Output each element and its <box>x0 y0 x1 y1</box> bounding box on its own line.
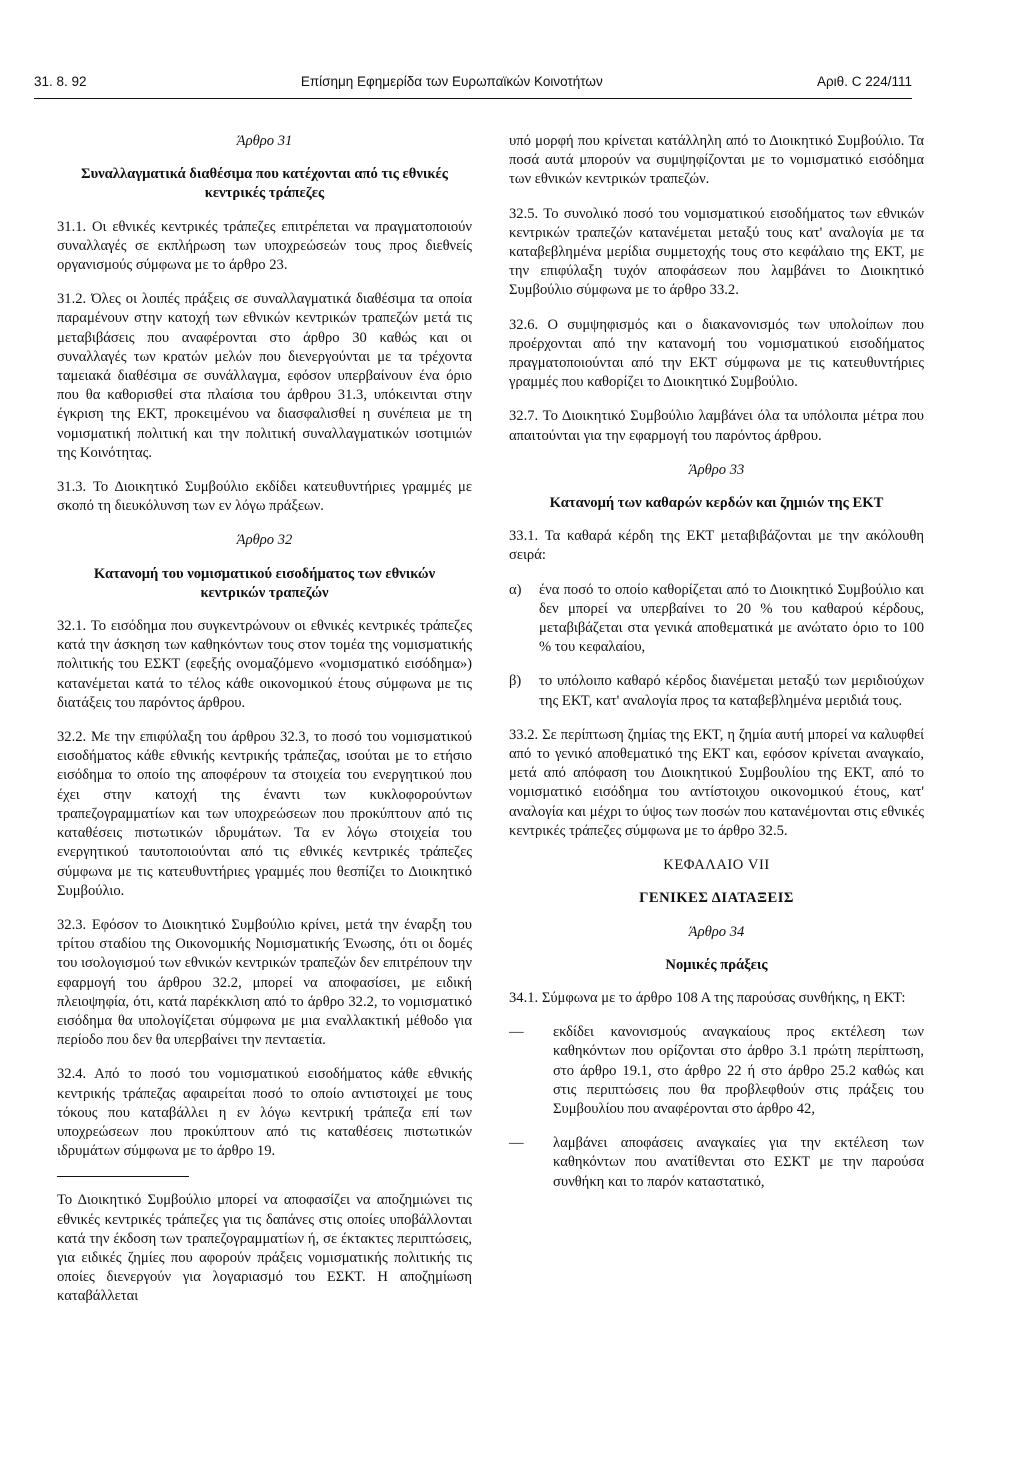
left-column <box>57 132 472 1322</box>
paragraph-32-4-continued: Το Διοικητικό Συμβούλιο μπορεί να αποφασίζει να αποζημιώνει τις εθνικές κεντρικές τράπεζες για τις δαπάνες στις οποίες υποβάλλονται κατά την έκδοση των τραπεζογραμματίων ή, σε έκτακτες περιπτώσεις, για ειδικές ζημίες που αφορούν πράξεις νομισματικής πολιτικής τις οποίες διενεργούν για λογαριασμό του ΕΣΚΤ. Η αποζημίωση καταβάλλεται <box>57 1192 472 1305</box>
paragraph-31-3: 31.3. Το Διοικητικό Συμβούλιο εκδίδει κατευθυντήριες γραμμές με σκοπό τη διευκόλυνση των εν λόγω πράξεων. <box>57 479 472 515</box>
article-34-title: Νομικές πράξεις <box>665 956 768 973</box>
header-journal: Επίσημη Εφημερίδα των Ευρωπαϊκών Κοινοτήτων <box>300 74 603 89</box>
list-item-b <box>509 672 924 710</box>
list-marker-a: α) <box>509 581 522 598</box>
paragraph-32-3: 32.3. Εφόσον το Διοικητικό Συμβούλιο κρίνει, μετά την έναρξη του τρίτου σταδίου της Οικονομικής Νομισματικής Ένωσης, ότι οι δομές του ισολογισμού των εθνικών κεντρικών τραπεζών δεν επιτρέπουν την εφαρμογή του άρθρου 32.2, μπορεί να αποφασίσει, με ειδική πλειοψηφία, ότι, κατά παρέκκλιση από το άρθρο 32.2, το νομισματικό εισόδημα θα υπολογίζεται σύμφωνα με μια εναλλακτική μέθοδο για περίοδο που δεν θα υπερβαίνει την πενταετία. <box>57 916 472 1049</box>
paragraph-31-2: 31.2. Όλες οι λοιπές πράξεις σε συναλλαγματικά διαθέσιμα τα οποία παραμένουν στην κατοχή των εθνικών κεντρικών τραπεζών μετά τις μεταβιβάσεις που αναφέρονται στο άρθρο 30 καθώς και οι συναλλαγές των κρατών μελών που διενεργούνται με τα τρέχοντα ταμειακά διαθέσιμα σε συνάλλαγμα, εφόσον υπερβαίνουν ένα όριο που θα καθορισθεί στα πλαίσια του άρθρου 31.3, υπόκεινται στην έγκριση της ΕΚΤ, προκειμένου να διασφαλισθεί η συνέπεια με τη νομισματική πολιτική και την πολιτική συναλλαγματικών ισοτιμιών της Κοινότητας. <box>57 291 472 461</box>
section-separator <box>57 1176 189 1177</box>
list-marker-b: β) <box>509 673 522 690</box>
paragraph-32-4: 32.4. Από το ποσό του νομισματικού εισοδήματος κάθε εθνικής κεντρικής τράπεζας αφαιρείται ποσό το οποίο αντιστοιχεί με τους τόκους που καταβάλλει η εν λόγω κεντρική τράπεζα επί των υποχρεώσεων που προκύπτουν από τις καταθέσεις πιστωτικών ιδρυμάτων σύμφωνα με το άρθρο 19. <box>57 1066 472 1160</box>
dash-text-2: λαμβάνει αποφάσεις αναγκαίες για την εκτέλεση των καθηκόντων που ανατίθενται στο ΕΣΚΤ με την παρούσα συνθήκη και το παρόν καταστατικό, <box>553 1135 924 1190</box>
article-31-heading: Άρθρο 31 <box>236 133 293 149</box>
dash-item-1 <box>509 1023 924 1119</box>
paragraph-32-7: 32.7. Το Διοικητικό Συμβούλιο λαμβάνει όλα τα υπόλοιπα μέτρα που απαιτούνται για την εφαρμογή του παρόντος άρθρου. <box>509 408 924 444</box>
chapter-heading: ΚΕΦΑΛΑΙΟ VII <box>663 857 770 874</box>
list-text-a: ένα ποσό το οποίο καθορίζεται από το Διοικητικό Συμβούλιο και δεν μπορεί να υπερβαίνει το 20 % του καθαρού κέρδους, μεταβιβάζεται στα γενικά αποθεματικά με ανώτατο όριο το 100 % του κεφαλαίου, <box>539 581 924 656</box>
paragraph-31-1: 31.1. Οι εθνικές κεντρικές τράπεζες επιτρέπεται να πραγματοποιούν συναλλαγές σε εκπλήρωση των υποχρεώσεών τους προς διεθνείς οργανισμούς σύμφωνα με το άρθρο 23. <box>57 218 472 274</box>
article-32-title: Κατανομή του νομισματικού εισοδήματος των εθνικών κεντρικών τραπεζών <box>93 565 436 601</box>
header-issue: Αριθ. C 224/111 <box>817 74 912 89</box>
right-column <box>509 132 924 1207</box>
paragraph-33-2: 33.2. Σε περίπτωση ζημίας της ΕΚΤ, η ζημία αυτή μπορεί να καλυφθεί από το γενικό αποθεματικό της ΕΚΤ και, εφόσον κρίνεται αναγκαίο, μετά από απόφαση του Διοικητικού Συμβουλίου της ΕΚΤ, από το νομισματικό εισόδημα του αντίστοιχου οικονομικού έτους, κατ' αναλογία και μέχρι το ύψος των ποσών που κατανέμονται στις εθνικές κεντρικές τράπεζες σύμφωνα με το άρθρο 32.5. <box>509 726 924 839</box>
paragraph-33-1: 33.1. Τα καθαρά κέρδη της ΕΚΤ μεταβιβάζονται με την ακόλουθη σειρά: <box>509 528 924 564</box>
header-date: 31. 8. 92 <box>34 74 87 89</box>
dash-item-2 <box>509 1134 924 1192</box>
article-31-title: Συναλλαγματικά διαθέσιμα που κατέχονται από τις εθνικές κεντρικές τράπεζες <box>81 166 448 202</box>
paragraph-34-1: 34.1. Σύμφωνα με το άρθρο 108 Α της παρούσας συνθήκης, η ΕΚΤ: <box>509 989 906 1006</box>
article-33-heading: Άρθρο 33 <box>688 461 745 478</box>
chapter-title: ΓΕΝΙΚΕΣ ΔΙΑΤΑΞΕΙΣ <box>639 890 794 907</box>
article-33-title: Κατανομή των καθαρών κερδών και ζημιών της ΕΚΤ <box>549 495 884 512</box>
list-text-b: το υπόλοιπο καθαρό κέρδος διανέμεται μεταξύ των μεριδιούχων της ΕΚΤ, κατ' αναλογία προς τα καταβεβλημένα μεριδιά τους. <box>539 673 924 709</box>
paragraph-32-1: 32.1. Το εισόδημα που συγκεντρώνουν οι εθνικές κεντρικές τράπεζες κατά την άσκηση των καθηκόντων τους στον τομέα της νομισματικής πολιτικής του ΕΣΚΤ (εφεξής ονομαζόμενο «νομισματικό εισόδημα») κατανέμεται κατά το τέλος κάθε οικονομικού έτους σύμφωνα με τις διατάξεις του παρόντος άρθρου. <box>57 618 472 711</box>
paragraph-32-2: 32.2. Με την επιφύλαξη του άρθρου 32.3, το ποσό του νομισματικού εισοδήματος κάθε εθνικής κεντρικής τράπεζας, ισούται με το ετήσιο εισόδημα το οποίο της αποφέρουν τα στοιχεία του ενεργητικού που έχει στην κατοχή της έναντι των κυκλοφορούντων τραπεζογραμματίων και των υποχρεώσεων που προκύπτουν από τις καταθέσεις πιστωτικών ιδρυμάτων. Τα εν λόγω στοιχεία του ενεργητικού ταυτοποιούνται από τις εθνικές κεντρικές τράπεζες σύμφωνα με τις κατευθυντήριες γραμμές που θεσπίζει το Διοικητικό Συμβούλιο. <box>57 729 472 899</box>
dash-text-1: εκδίδει κανονισμούς αναγκαίους προς εκτέλεση των καθηκόντων που ορίζονται στο άρθρο 3.1 πρώτη περίπτωση, στο άρθρο 19.1, στο άρθρο 22 ή στο άρθρο 25.2 καθώς και στις περιπτώσεις που θα προβλεφθούν στις πράξεις του Συμβουλίου που αναφέρονται στο άρθρο 42, <box>553 1024 924 1117</box>
header-rule <box>34 98 912 99</box>
paragraph-continuation: υπό μορφή που κρίνεται κατάλληλη από το Διοικητικό Συμβούλιο. Τα ποσά αυτά μπορούν να συμψηφίζονται με το νομισματικό εισόδημα των εθνικών κεντρικών τραπεζών. <box>509 133 924 188</box>
list-item-a <box>509 581 924 658</box>
article-32-heading: Άρθρο 32 <box>236 532 293 549</box>
paragraph-32-5: 32.5. Το συνολικό ποσό του νομισματικού εισοδήματος των εθνικών κεντρικών τραπεζών κατανέμεται μεταξύ τους κατ' αναλογία με τα καταβεβλημένα μερίδια συμμετοχής τους στο κεφάλαιο της ΕΚΤ, με την επιφύλαξη τυχόν αποφάσεων που λαμβάνει το Διοικητικό Συμβούλιο σύμφωνα με το άρθρο 33.2. <box>509 205 924 299</box>
page-header <box>34 74 912 89</box>
dash-marker-1: — <box>509 1024 524 1041</box>
dash-marker-2: — <box>509 1135 524 1152</box>
article-34-heading: Άρθρο 34 <box>688 923 745 940</box>
paragraph-32-6: 32.6. Ο συμψηφισμός και ο διακανονισμός των υπολοίπων που προέρχονται από την κατανομή του νομισματικού εισοδήματος πραγματοποιούνται από την ΕΚΤ σύμφωνα με τις κατευθυντήριες γραμμές που καθορίζει το Διοικητικό Συμβούλιο. <box>509 316 924 391</box>
